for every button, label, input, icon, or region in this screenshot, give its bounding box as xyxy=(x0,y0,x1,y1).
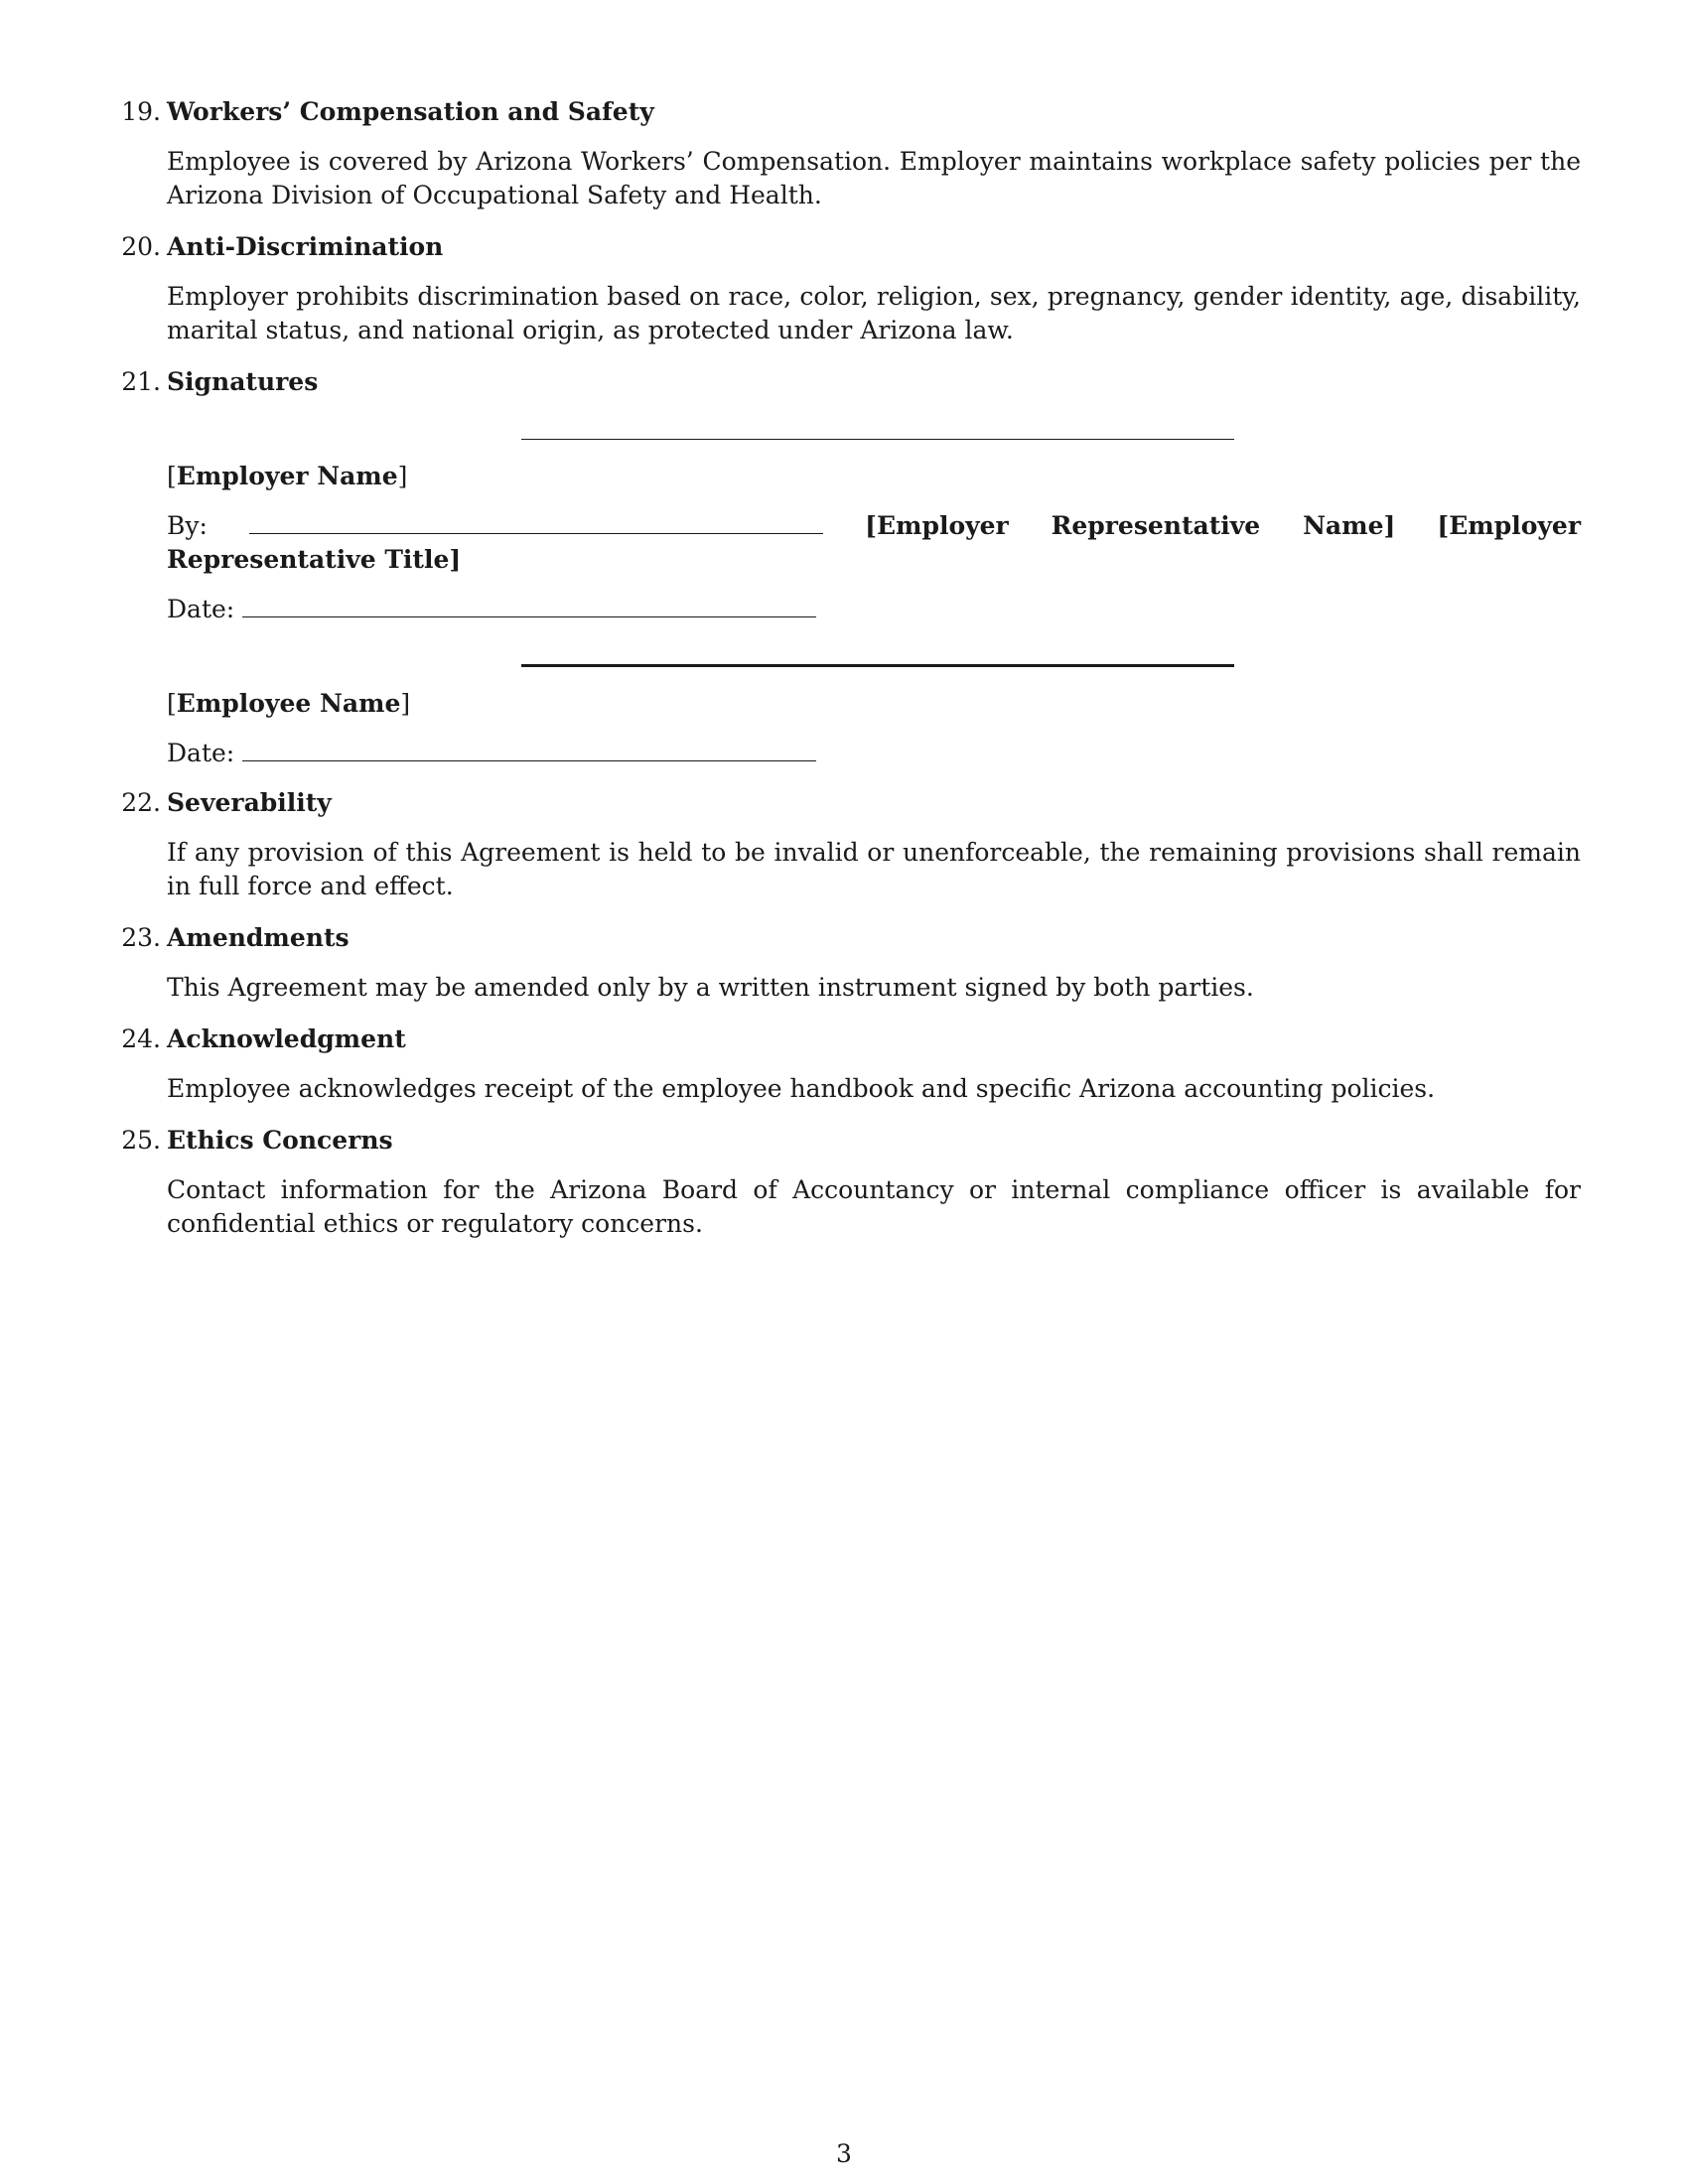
document-body xyxy=(121,95,1582,1259)
section-body: Contact information for the Arizona Board of Accountancy or internal compliance officer is available for confidential ethics or regulatory concerns. xyxy=(167,1175,1581,1238)
date-label: Date: xyxy=(167,739,235,767)
by-signature-field[interactable] xyxy=(249,511,823,534)
employer-signature-line[interactable] xyxy=(521,439,1234,440)
section-23 xyxy=(121,921,1581,1005)
section-19 xyxy=(121,95,1581,212)
employer-by-line xyxy=(167,509,1581,577)
section-20 xyxy=(121,230,1581,347)
section-title: Ethics Concerns xyxy=(167,1126,393,1155)
date-label: Date: xyxy=(167,595,235,623)
section-number: 22. xyxy=(121,788,161,817)
section-24 xyxy=(121,1023,1581,1106)
section-body: Employee acknowledges receipt of the employee handbook and specific Arizona accounting policies. xyxy=(167,1074,1436,1103)
employer-representative-title: [Employer Representative Title] xyxy=(167,511,1582,574)
section-body: Employer prohibits discrimination based on race, color, religion, sex, pregnancy, gender identity, age, disability, marital status, and national origin, as protected under Arizona law. xyxy=(167,282,1581,344)
by-label: By: xyxy=(167,511,208,540)
section-number: 23. xyxy=(121,923,161,952)
section-title: Amendments xyxy=(167,923,350,952)
section-body: Employee is covered by Arizona Workers’ Compensation. Employer maintains workplace safety policies per the Arizona Division of Occupational Safety and Health. xyxy=(167,147,1581,209)
section-21 xyxy=(121,365,1582,770)
section-number: 24. xyxy=(121,1024,161,1053)
employer-date-line xyxy=(167,593,1581,626)
section-title: Severability xyxy=(167,788,332,817)
section-title: Anti-Discrimination xyxy=(167,232,444,261)
employee-date-field[interactable] xyxy=(242,739,816,761)
section-number: 19. xyxy=(121,97,161,126)
employee-name-label: [Employee Name] xyxy=(167,689,411,718)
employer-representative-name: [Employer Representative Name] xyxy=(865,511,1396,540)
employer-name-label: [Employer Name] xyxy=(167,462,408,490)
section-22 xyxy=(121,786,1581,903)
section-title: Workers’ Compensation and Safety xyxy=(167,97,654,126)
section-body: If any provision of this Agreement is held to be invalid or unenforceable, the remaining provisions shall remain in full force and effect. xyxy=(167,838,1581,900)
section-number: 20. xyxy=(121,232,161,261)
section-title: Acknowledgment xyxy=(167,1024,406,1053)
page-number: 3 xyxy=(836,2139,852,2168)
employer-date-field[interactable] xyxy=(242,595,816,617)
section-25 xyxy=(121,1124,1581,1241)
section-number: 21. xyxy=(121,367,161,396)
section-number: 25. xyxy=(121,1126,161,1155)
employee-date-line xyxy=(167,737,1581,770)
section-title: Signatures xyxy=(167,367,319,396)
employee-signature-line[interactable] xyxy=(521,664,1234,667)
section-body: This Agreement may be amended only by a written instrument signed by both parties. xyxy=(167,973,1254,1002)
